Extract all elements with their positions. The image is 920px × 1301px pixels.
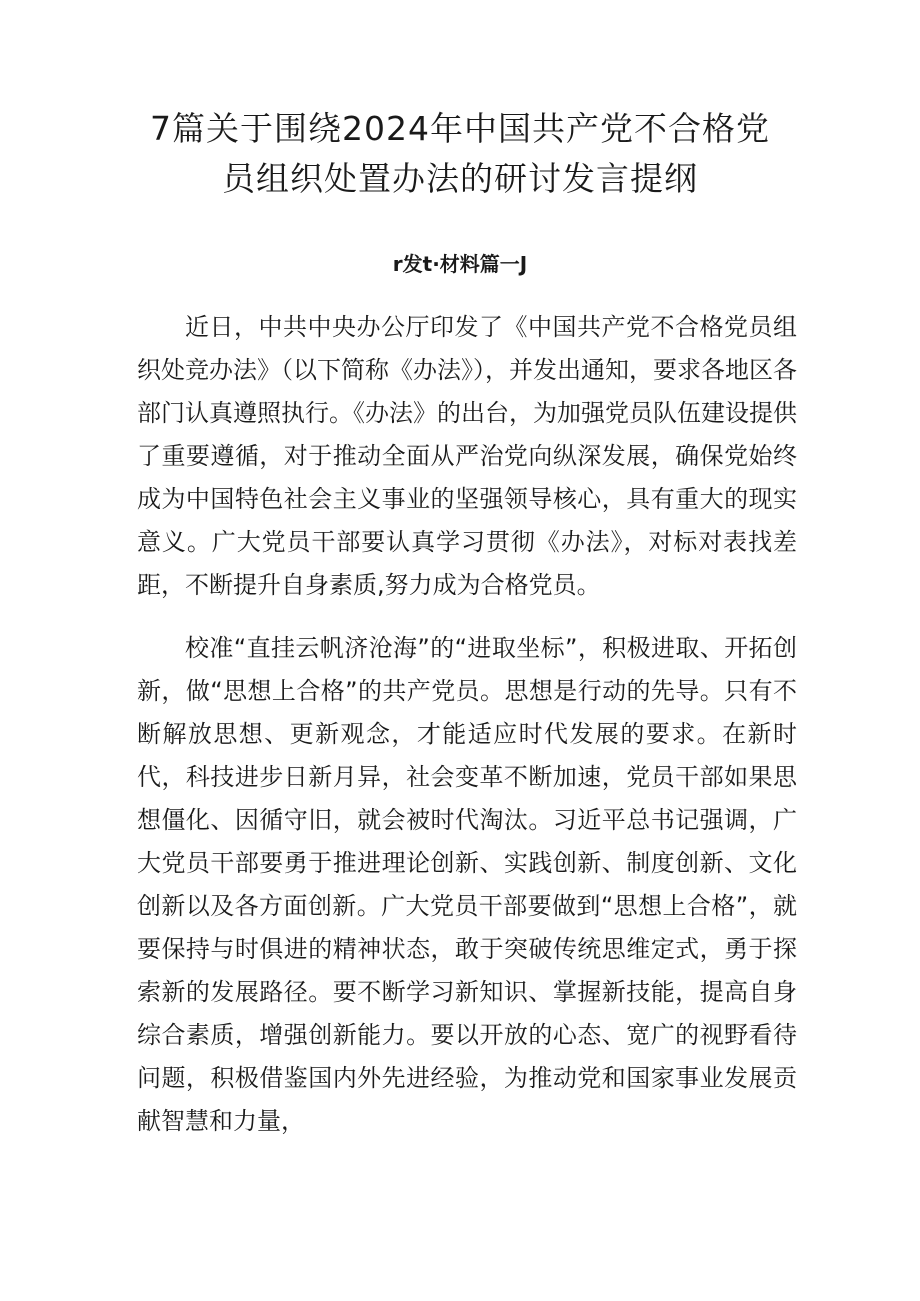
title-line-2: 员组织处置办法的研讨发言提纲 [222,159,698,198]
paragraph-2: 校准“直挂云帆济沧海”的“进取坐标”，积极进取、开拓创新，做“思想上合格”的共产党员。思想是行动的先导。只有不断解放思想、更新观念，才能适应时代发展的要求。在新时代，科技进步日新月异，社会变革不断加速，党员干部如果思想僵化、因循守旧，就会被时代淘汰。习近平总书记强调，广大党员干部要勇于推进理论创新、实践创新、制度创新、文化创新以及各方面创新。广大党员干部要做到“思想上合格”，就要保持与时俱进的精神状态，敢于突破传统思维定式，勇于探索新的发展路径。要不断学习新知识、掌握新技能，提高自身综合素质，增强创新能力。要以开放的心态、宽广的视野看待问题，积极借鉴国内外先进经验，为推动党和国家事业发展贡献智慧和力量， [137,634,797,1135]
title-line-1: 7篇关于围绕2024年中国共产党不合格党 [150,109,770,148]
document-title [120,104,800,204]
document-body [137,306,797,1163]
paragraph-1: 近日，中共中央办公厅印发了《中国共产党不合格党员组织处竞办法》（以下简称《办法》），并发出通知，要求各地区各部门认真遵照执行。《办法》的出台，为加强党员队伍建设提供了重要遵循，对于推动全面从严治党向纵深发展，确保党始终成为中国特色社会主义事业的坚强领导核心，具有重大的现实意义。广大党员干部要认真学习贯彻《办法》，对标对表找差距，不断提升自身素质,努力成为合格党员。 [137,313,797,599]
section-subtitle: r发t·材料篇一J [392,252,528,276]
